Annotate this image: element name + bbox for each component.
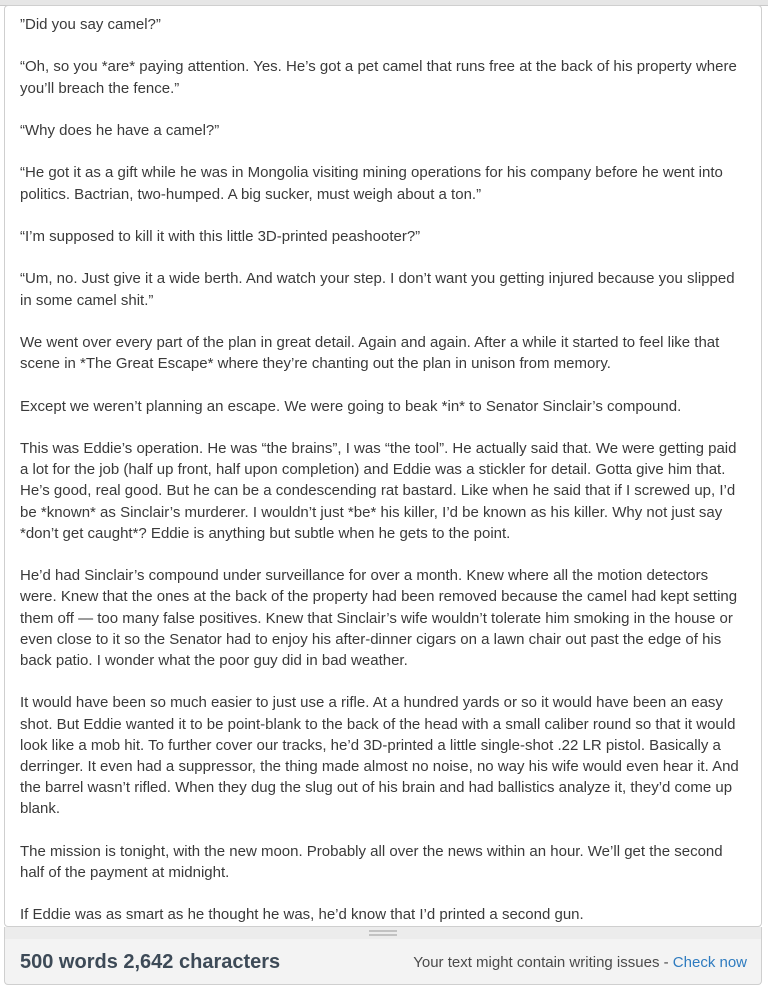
paragraph-4: “He got it as a gift while he was in Mongolia visiting mining operations for his company before he went into politics. Bactrian, two-humped. A big sucker, must weigh about a ton.”	[20, 164, 723, 203]
paragraph-6: “Um, no. Just give it a wide berth. And watch your step. I don’t want you getting injured because you slipped in some camel shit.”	[20, 270, 735, 309]
paragraph-8: Except we weren’t planning an escape. We were going to beak *in* to Senator Sinclair’s compound.	[20, 397, 682, 415]
status-bar	[4, 939, 762, 985]
writing-issues-notice	[413, 953, 747, 973]
check-now-link[interactable]: Check now	[672, 954, 747, 971]
paragraph-2: “Oh, so you *are* paying attention. Yes. He’s got a pet camel that runs free at the back of his property where you’ll breach the fence.”	[20, 58, 737, 97]
paragraph-7: We went over every part of the plan in great detail. Again and again. After a while it started to feel like that scene in *The Great Escape* where they’re chanting out the plan in unison from memory.	[20, 333, 720, 373]
paragraph-3: “Why does he have a camel?”	[20, 121, 220, 139]
paragraph-5: “I’m supposed to kill it with this little 3D-printed peashooter?”	[20, 227, 421, 245]
paragraph-12: The mission is tonight, with the new moon. Probably all over the news within an hour. We’ll get the second half of the payment at midnight.	[20, 842, 723, 881]
writing-issues-text: Your text might contain writing issues -	[413, 954, 673, 971]
paragraph-11: It would have been so much easier to just use a rifle. At a hundred yards or so it would have been an easy shot. But Eddie wanted it to be point-blank to the back of the head with a small caliber round so that it would look like a mob hit. To further cover our tracks, he’d 3D-printed a little single-shot .22 LR pistol. Basically a derringer. It even had a suppressor, the thing made almost no noise, no way his wife would even hear it. And the barrel wasn’t rifled. When they dug the slug out of his brain and had ballistics analyze it, they’d come up blank.	[20, 694, 739, 818]
word-character-count: 500 words 2,642 characters	[20, 951, 281, 973]
text-editor[interactable]	[4, 5, 762, 927]
grip-icon	[369, 930, 397, 936]
resize-handle[interactable]	[4, 927, 762, 939]
paragraph-1: ”Did you say camel?”	[20, 16, 161, 33]
paragraph-9: This was Eddie’s operation. He was “the brains”, I was “the tool”. He actually said that. We were getting paid a lot for the job (half up front, half upon completion) and Eddie was a stickler for detail. Gotta give him that. He’s good, real good. But he can be a condescending rat bastard. Like when he said that if I screwed up, I’d be *known* as Sinclair’s murderer. I wouldn’t just *be* his killer, I’d be known as his killer. Why not just say *don’t get caught*? Eddie is anything but subtle when he gets to the point.	[20, 439, 737, 542]
paragraph-13: If Eddie was as smart as he thought he was, he’d know that I’d printed a second gun.	[20, 906, 584, 924]
paragraph-10: He’d had Sinclair’s compound under surveillance for over a month. Knew where all the motion detectors were. Knew that the ones at the back of the property had been removed because the camel had kept setting them off — too many false positives. Knew that Sinclair’s wife wouldn’t tolerate him smoking in the house or even close to it so the Senator had to enjoy his after-dinner cigars on a lawn chair out past the edge of his back patio. I wonder what the poor guy did in bad weather.	[20, 567, 738, 669]
